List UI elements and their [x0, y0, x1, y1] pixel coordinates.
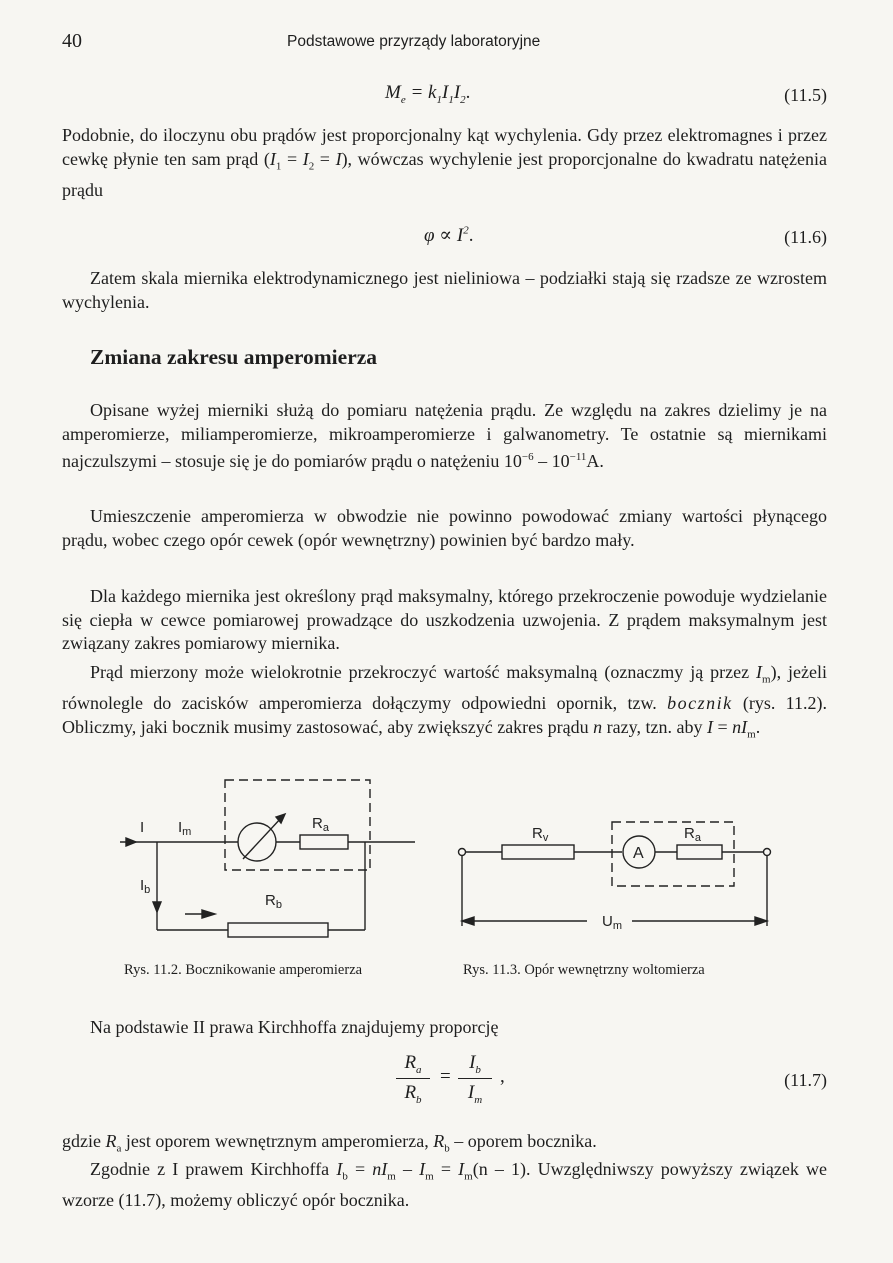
- paragraph-2: Zatem skala miernika elektrodynamicznego jest nieliniowa – podziałki stają się rzadsze ze wzrostem wychylenia.: [62, 268, 827, 312]
- fig2-label-rv: $R_v$: [532, 825, 549, 844]
- caption-figure-11-2: Rys. 11.2. Bocznikowanie amperomierza: [124, 962, 363, 978]
- fig2-label-a: A: [633, 845, 644, 862]
- equation-11-6: $\varphi \propto I^2$.: [424, 224, 474, 246]
- figure-shunt-ammeter: [110, 772, 430, 947]
- running-title: Podstawowe przyrządy laboratoryjne: [287, 33, 541, 50]
- figure-voltmeter-resistance: [452, 808, 782, 948]
- page-number: 40: [62, 30, 82, 52]
- paragraph-6: Prąd mierzony może wielokrotnie przekroczyć wartość maksymalną (oznaczmy ją przez $I_m$), jeżeli równolegle do zacisków amperomierza dołączymy odpowiedni opornik, tzw. bocznik (rys. 11.2). Obliczmy, jaki bocznik musimy zastosować, aby zwiększyć zakres prądu n razy, tzn. aby $I = nI_m$.: [62, 662, 828, 741]
- paragraph-4: Umieszczenie amperomierza w obwodzie nie powinno powodować zmiany wartości płynącego prądu, wobec czego opór cewek (opór wewnętrzny) powinien być bardzo mały.: [62, 506, 827, 550]
- equation-number-11-5: (11.5): [784, 85, 827, 105]
- paragraph-5: Dla każdego miernika jest określony prąd maksymalny, którego przekroczenie powoduje wydzielanie się ciepła w cewce pomiarowej prowadzące do uszkodzenia uzwojenia. Z prądem maksymalnym jest związany zakres pomiarowy miernika.: [62, 586, 827, 653]
- fig1-label-im: $I_m$: [178, 819, 192, 838]
- paragraph-7: Na podstawie II prawa Kirchhoffa znajdujemy proporcję: [90, 1017, 499, 1037]
- equation-number-11-7: (11.7): [784, 1070, 827, 1090]
- section-heading: Zmiana zakresu amperomierza: [90, 345, 378, 369]
- fig1-label-i: I: [140, 819, 145, 836]
- equation-number-11-6: (11.6): [784, 227, 827, 247]
- paragraph-3: Opisane wyżej mierniki służą do pomiaru natężenia prądu. Ze względu na zakres dzielimy je na amperomierze, miliamperomierze, mikroamperomierze i galwanometry. Te ostatnie są miernikami najczulszymi – stosuje się je do pomiarów prądu o natężeniu $10^{-6} - 10^{-11}A$.: [62, 400, 827, 471]
- equation-11-5: $M_e = k_1I_1I_2$.: [385, 82, 471, 106]
- fig2-label-ra: $R_a$: [684, 825, 701, 844]
- fig2-label-um: $U_m$: [602, 913, 623, 932]
- fig1-label-ib: $I_b$: [140, 877, 151, 896]
- paragraph-9: Zgodnie z I prawem Kirchhoffa $I_b = nI_m - I_m = I_m(n - 1)$. Uwzględniwszy powyższy związek we wzorze (11.7), możemy obliczyć opór bocznika.: [62, 1159, 828, 1211]
- fig1-label-rb: $R_b$: [265, 892, 282, 911]
- paragraph-8: gdzie $R_a$ jest oporem wewnętrznym amperomierza, $R_b$ – oporem bocznika.: [62, 1131, 597, 1155]
- caption-figure-11-3: Rys. 11.3. Opór wewnętrzny woltomierza: [463, 962, 705, 978]
- paragraph-1: Podobnie, do iloczynu obu prądów jest proporcjonalny kąt wychylenia. Gdy przez elektromagnes i przez cewkę płynie ten sam prąd $(I_1 = I_2 = I)$, wówczas wychylenie jest proporcjonalne do kwadratu natężenia prądu: [62, 125, 828, 200]
- fig1-label-ra: $R_a$: [312, 815, 329, 834]
